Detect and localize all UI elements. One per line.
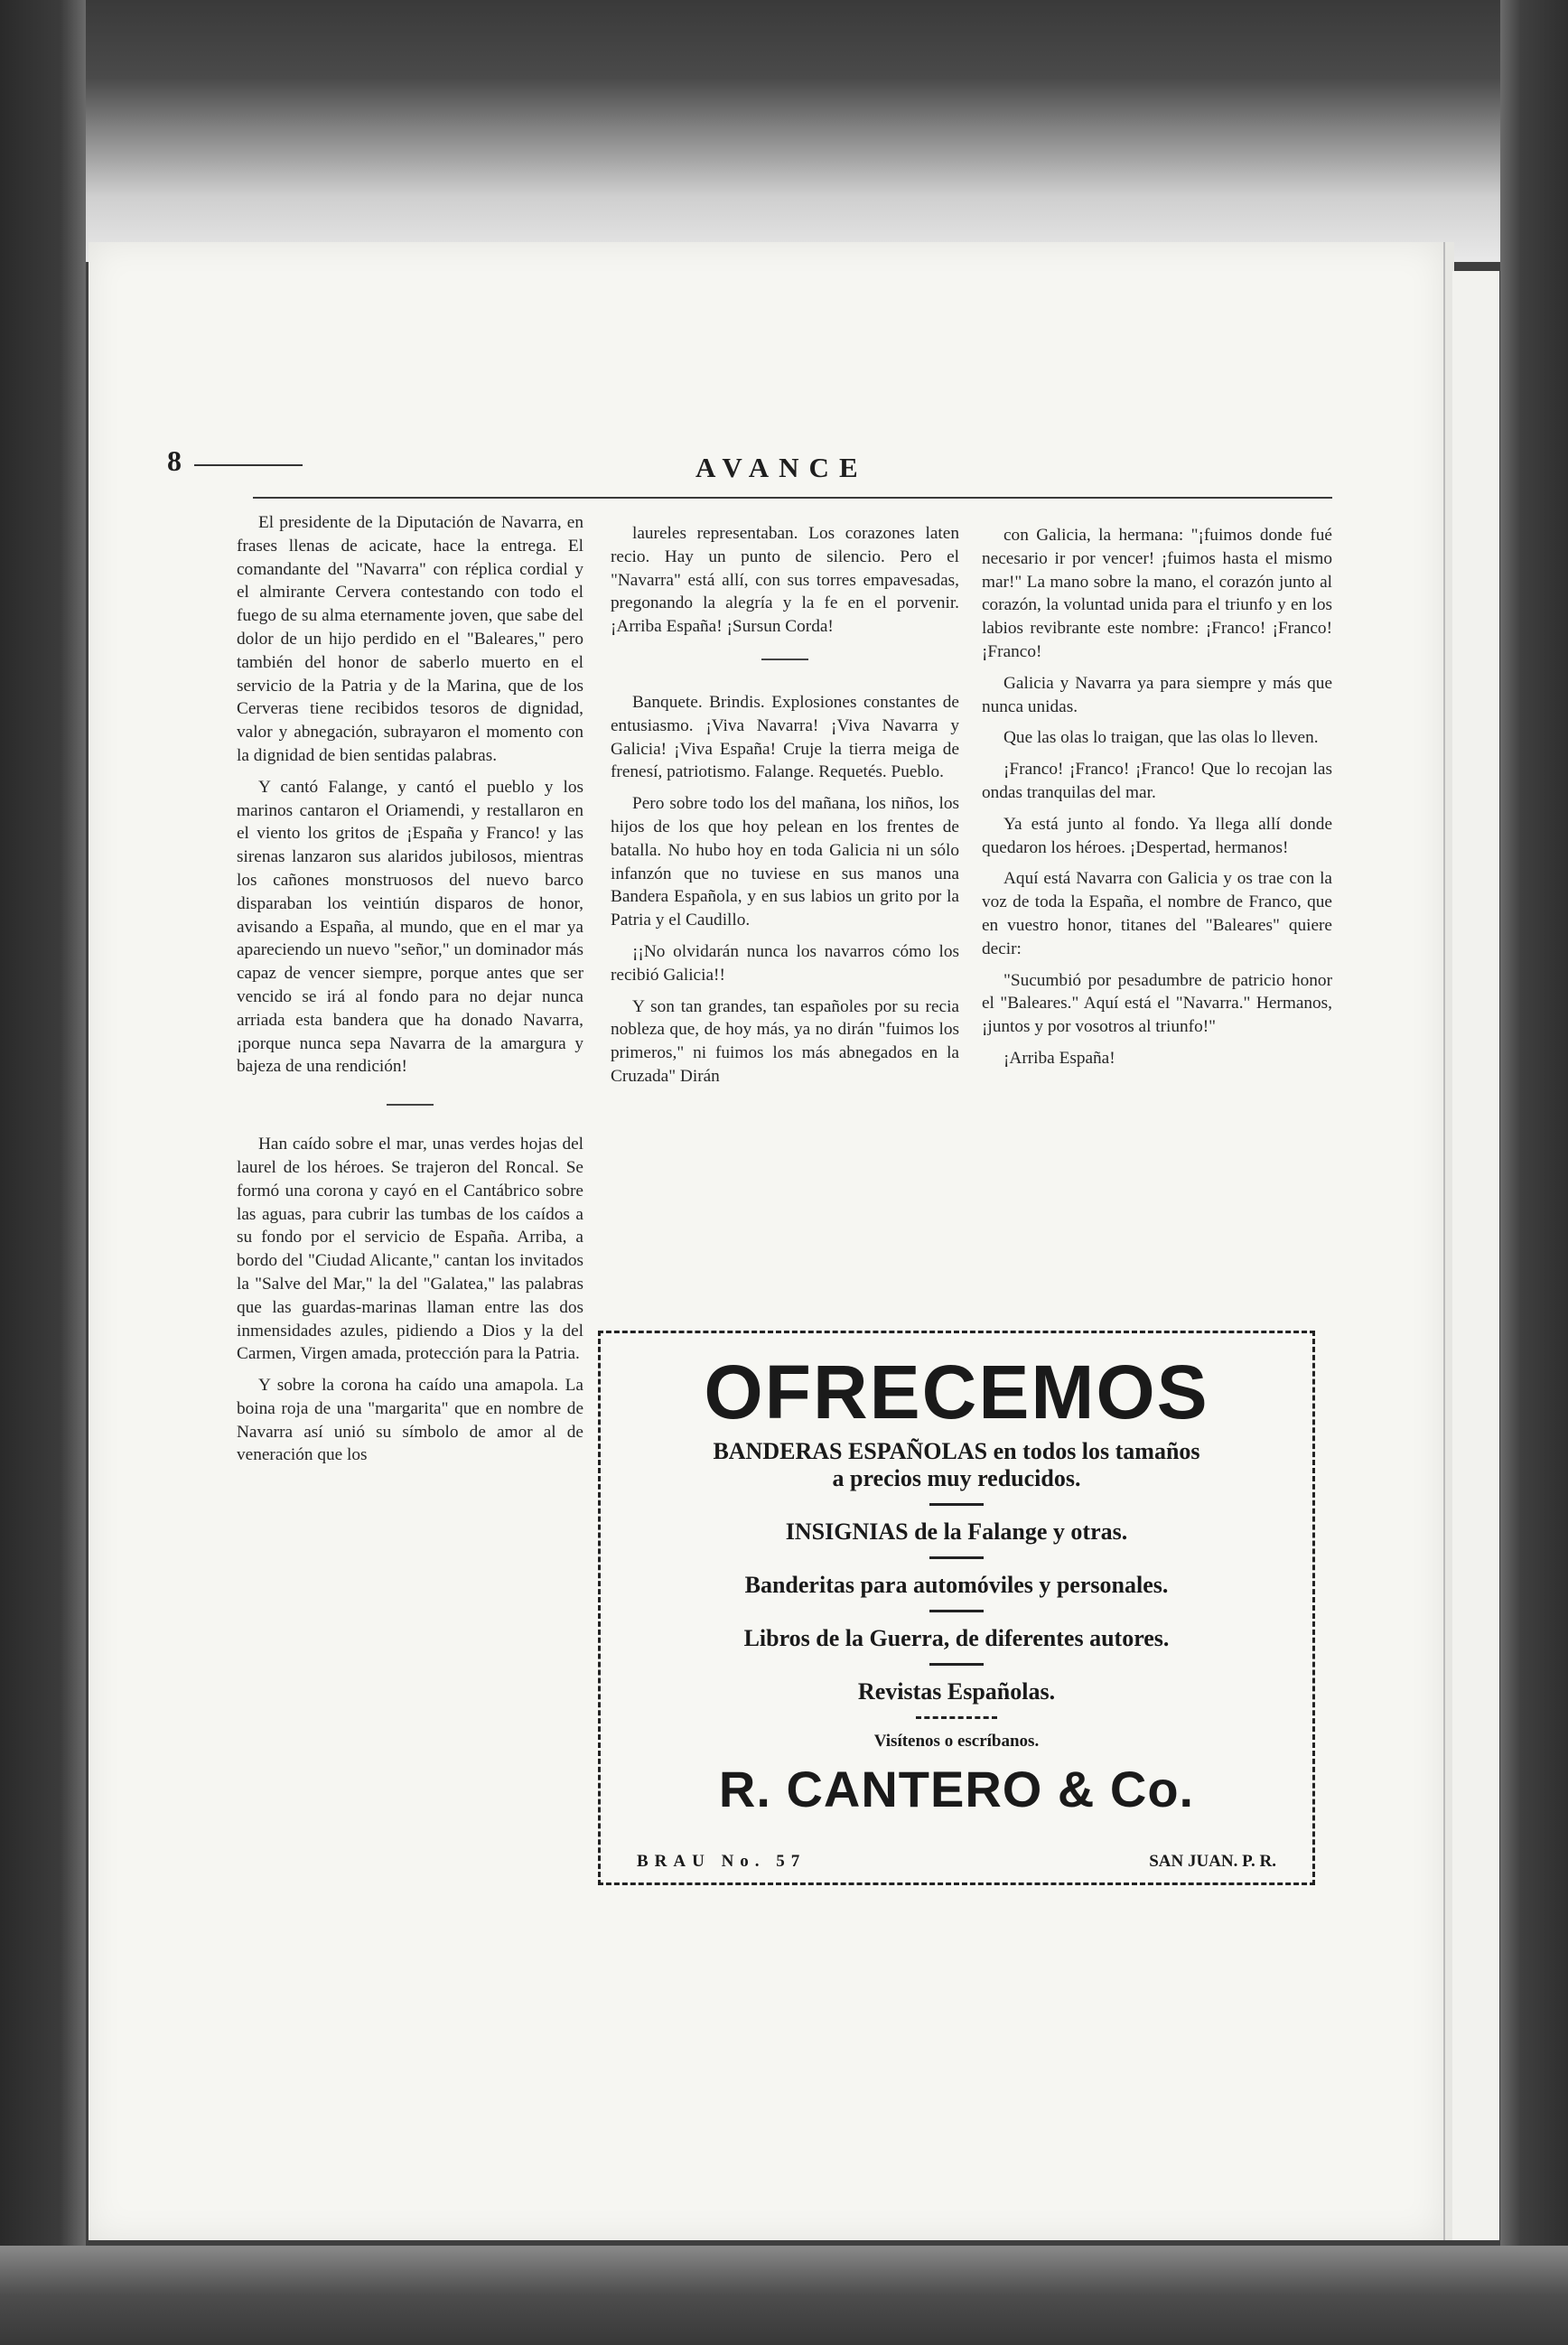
section-separator <box>387 1104 434 1106</box>
ad-address-right: SAN JUAN. P. R. <box>1149 1852 1276 1871</box>
ad-rule <box>929 1503 984 1506</box>
ad-line-banderitas: Banderitas para automóviles y personales. <box>744 1572 1169 1598</box>
ad-line-revistas: Revistas Españolas. <box>857 1678 1056 1705</box>
ad-rule <box>929 1610 984 1612</box>
ad-line-banderas: BANDERAS ESPAÑOLAS en todos los tamaños <box>713 1438 1200 1464</box>
ad-line-precios: a precios muy reducidos. <box>832 1465 1081 1491</box>
scan-shadow-right <box>1500 0 1568 2345</box>
scan-shadow-top <box>0 0 1568 262</box>
paragraph: "Sucumbió por pesadumbre de patricio honor el "Baleares." Aquí está el "Navarra." Hermanos, ¡juntos y por vosotros al triunfo!" <box>982 970 1332 1037</box>
paragraph: Y cantó Falange, y cantó el pueblo y los marinos cantaron el Oriamendi, y restallaron en el viento los gritos de ¡España y Franco! y las sirenas lanzaron sus alaridos jubilosos, mientras los cañones monstruosos del nuevo barco disparaban los veintiún disparos de honor, avisando a España, al mundo, que en el mar ya apareciendo un nuevo "señor," un dominador más capaz de vencer siempre, porque antes que ser vencido se irá al fondo para no dejar nunca arriada esta bandera que ha donado Navarra, ¡porque nunca sepa Navarra de la amargura y bajeza de una rendición! <box>237 777 583 1077</box>
ad-address-left: BRAU No. 57 <box>637 1852 807 1871</box>
article-column-2 <box>611 522 959 1097</box>
masthead-title: AVANCE <box>695 452 868 483</box>
advertisement-box <box>598 1331 1315 1885</box>
paragraph: Banquete. Brindis. Explosiones constantes de entusiasmo. ¡Viva Navarra! ¡Viva Navarra y Galicia! ¡Viva España! Cruje la tierra meiga de frenesí, patriotismo. Falange. Requetés. Pueblo. <box>611 692 959 782</box>
paragraph: Aquí está Navarra con Galicia y os trae con la voz de toda la España, el nombre de Franco, que en vuestro honor, titanes del "Baleares" quiere decir: <box>982 869 1332 958</box>
ad-line-libros: Libros de la Guerra, de diferentes autores. <box>743 1625 1170 1651</box>
ad-line-insignias: INSIGNIAS de la Falange y otras. <box>785 1518 1128 1545</box>
paragraph: Y son tan grandes, tan españoles por su recia nobleza que, de hoy más, ya no dirán "fuimos los primeros," ni fuimos los más abnegados en la Cruzada" Dirán <box>611 996 959 1086</box>
ad-footer <box>637 1852 1276 1872</box>
paragraph: ¡Franco! ¡Franco! ¡Franco! Que lo recojan las ondas tranquilas del mar. <box>982 760 1332 802</box>
page-number: 8 <box>167 444 182 477</box>
ad-invite: Visítenos o escríbanos. <box>873 1732 1040 1751</box>
paragraph: laureles representaban. Los corazones laten recio. Hay un punto de silencio. Pero el "Navarra" está allí, con sus torres empavesadas, pregonando la alegría y la fe en el porvenir. ¡Arriba España! ¡Sursun Corda! <box>611 524 959 637</box>
ad-rule <box>929 1663 984 1666</box>
article-column-3 <box>982 524 1332 1079</box>
ad-rule <box>929 1556 984 1559</box>
paragraph: Galicia y Navarra ya para siempre y más que nunca unidas. <box>982 673 1332 716</box>
masthead-rule <box>253 497 1332 499</box>
paragraph: ¡¡No olvidarán nunca los navarros cómo los recibió Galicia!! <box>611 941 959 985</box>
paragraph: con Galicia, la hermana: "¡fuimos donde fué necesario ir por vencer! ¡fuimos hasta el mismo mar!" La mano sobre la mano, el corazón junto al corazón, la voluntad unida para el triunfo y en los labios revibrante este nombre: ¡Franco! ¡Franco! ¡Franco! <box>982 526 1332 661</box>
scan-shadow-left <box>0 0 86 2345</box>
ad-headline: OFRECEMOS <box>704 1350 1209 1434</box>
section-separator <box>761 659 808 660</box>
adjacent-page-strip <box>1452 271 1499 2240</box>
paragraph: El presidente de la Diputación de Navarra, en frases llenas de acicate, hace la entrega. El comandante del "Navarra" con réplica cordial y el almirante Cervera contestando con todo el fuego de su alma eternamente joven, que sabe del dolor de un hijo perdido en el "Baleares," pero también del honor de saberlo muerto en el servicio de la Patria y de la Marina, que de los Cerveras tiene recibidos tesoros de dignidad, valor y abnegación, subrayaron el momento con la dignidad de bien sentidas palabras. <box>237 513 583 765</box>
page-number-rule <box>194 464 303 466</box>
paragraph: Y sobre la corona ha caído una amapola. La boina roja de una "margarita" que en nombre de Navarra así unió su símbolo de amor al de veneración que los <box>237 1376 583 1465</box>
paragraph: Ya está junto al fondo. Ya llega allí donde quedaron los héroes. ¡Despertad, hermanos! <box>982 814 1332 857</box>
article-column-1 <box>237 511 583 1475</box>
ad-brand-name: R. CANTERO & Co. <box>718 1761 1195 1817</box>
paragraph: ¡Arriba España! <box>1003 1048 1115 1068</box>
paragraph: Han caído sobre el mar, unas verdes hojas del laurel de los héroes. Se trajeron del Roncal. Se formó una corona y cayó en el Cantábrico sobre las aguas, para cubrir las tumbas de los caídos a su fondo por el servicio de España. Arriba, a bordo del "Ciudad Alicante," cantan los invitados la "Salve del Mar," la del "Galatea," las palabras que las guardas-marinas llaman entre las dos inmensidades azules, pidiendo a Dios y la del Carmen, Virgen amada, protección para la Patria. <box>237 1135 583 1364</box>
paragraph: Que las olas lo traigan, que las olas lo lleven. <box>1003 728 1319 748</box>
scan-shadow-bottom <box>0 2246 1568 2345</box>
paragraph: Pero sobre todo los del mañana, los niños, los hijos de los que hoy pelean en los frentes de batalla. No hubo hoy en toda Galicia ni un sólo infanzón que no tuviese en sus manos una Bandera Española, y en sus labios un grito por la Patria y el Caudillo. <box>611 794 959 930</box>
ad-dashed-rule <box>916 1716 997 1719</box>
